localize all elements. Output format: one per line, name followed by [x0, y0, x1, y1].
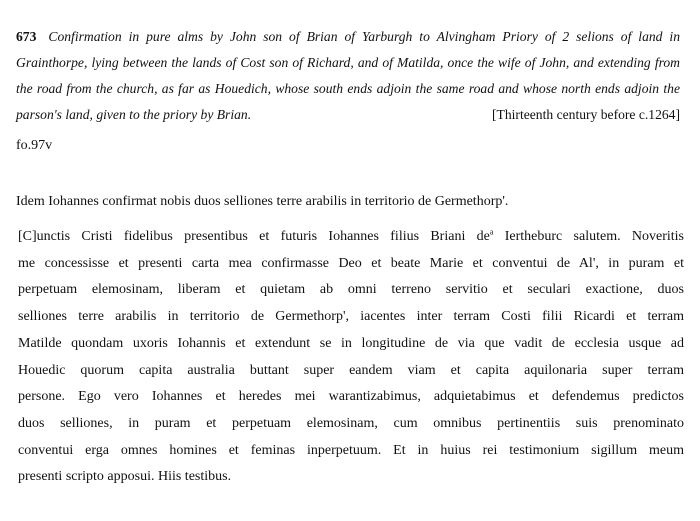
charter-line [18, 224, 684, 251]
charter-text-segment: [C]unctis Cristi fidelibus presentibus et futuris Iohannes filius Briani de [18, 229, 490, 244]
heading-last-line [16, 102, 680, 128]
charter-line: duos selliones, in puram et perpetuam elemosinam, cum omnibus pertinentiis suis prenominato [18, 415, 684, 431]
charter-line: me concessisse et presenti carta mea confirmasse Deo et beate Marie et conventui de Al', in puram et [18, 255, 684, 271]
heading-line: Grainthorpe, lying between the lands of Cost son of Richard, and of Matilda, once the wife of John, and extending from [16, 55, 680, 70]
heading-line [16, 24, 680, 50]
summary-text: Confirmation in pure alms by John son of Brian of Yarburgh to Alvingham Priory of 2 selions of land in [48, 29, 680, 44]
charter-text [18, 224, 684, 491]
charter-line: perpetuam elemosinam, liberam et quietam ab omni terreno servitio et seculari exactione, duos [18, 282, 684, 298]
summary-text: parson's land, given to the priory by Brian. [16, 107, 252, 122]
charter-line: persone. Ego vero Iohannes et heredes mei warantizabimus, adquietabimus et defendemus predictos [18, 389, 684, 405]
charter-line: selliones terre arabilis in territorio de Germethorp', iacentes inter terram Costi filii Ricardi et terram [18, 309, 684, 325]
charter-line: Houedic quorum capita australia buttant super eandem viam et capita aquilonaria super terram [18, 362, 684, 378]
entry-heading [16, 24, 680, 128]
entry-number: 673 [16, 29, 37, 44]
charter-line: presenti scripto apposui. Hiis testibus. [18, 469, 232, 485]
date-range: [Thirteenth century before c.1264] [492, 107, 680, 122]
folio-reference: fo.97v [16, 138, 53, 153]
rubric: Idem Iohannes confirmat nobis duos selliones terre arabilis in territorio de Germethorp'. [16, 194, 509, 209]
charter-text-segment: Iertheburc salutem. Noveritis [504, 229, 684, 244]
charter-line: conventui erga omnes homines et feminas inperpetuum. Et in huius rei testimonium sigillum meum [18, 442, 684, 458]
charter-line: Matilde quondam uxoris Iohannis et extendunt se in longitudine de via que vadit de ecclesia usque ad [18, 335, 684, 351]
footnote-marker: a [489, 227, 494, 237]
heading-line: the road from the church, as far as Houedich, whose south ends adjoin the same road and whose north ends adjoin the [16, 81, 680, 96]
